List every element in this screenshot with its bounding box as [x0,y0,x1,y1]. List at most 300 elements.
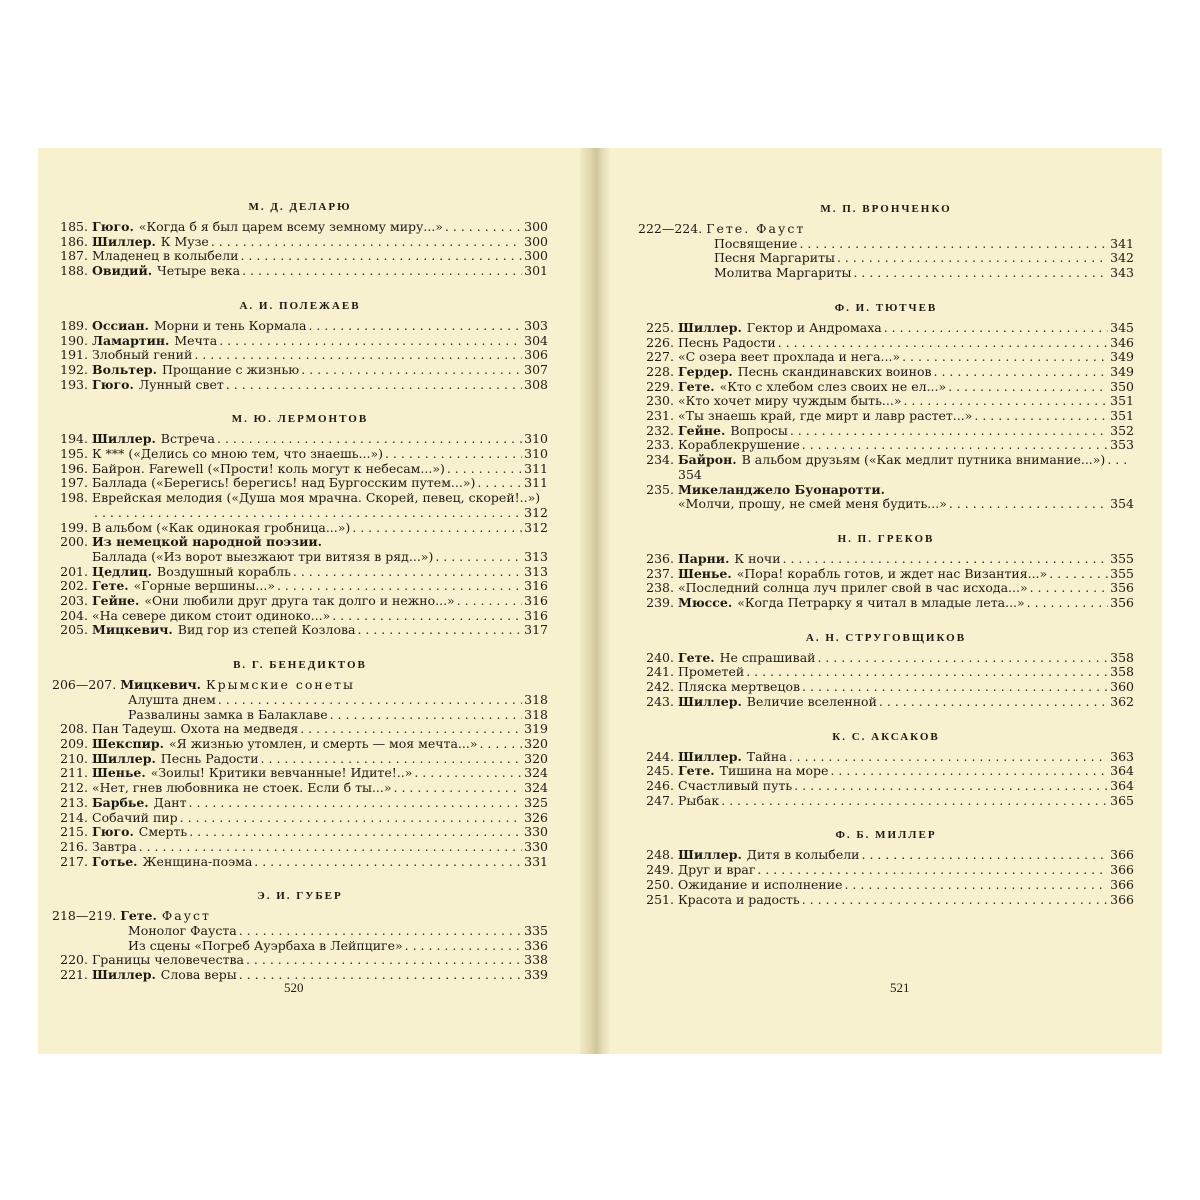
entry-body [92,249,548,264]
entry-page-number: 360 [1110,679,1134,695]
toc-entry-group [52,678,548,693]
entry-body [678,453,1134,482]
entry-title: Байрон. Farewell («Прости! коль могут к небесам...») [92,460,445,476]
entry-number: 199. [60,519,88,535]
entry-title: Алушта днем [128,691,216,707]
entry-number: 203. [60,593,88,609]
entry-page-number: 307 [524,361,548,377]
entry-page-number: 319 [524,721,548,737]
toc-entry [52,476,548,491]
entry-title: Гектор и Андромаха [746,319,882,335]
dot-leader [217,432,522,447]
entry-title: Морни и тень Кормала [153,317,307,333]
entry-body [92,462,548,477]
entry-title: Посвящение [714,235,798,251]
entry-number: 215. [60,824,88,840]
toc-subentry [638,237,1134,252]
entry-number: 193. [60,376,88,392]
entry-number: 189. [60,317,88,333]
book-gutter [580,148,610,1054]
entry-title: Слова веры [160,967,237,983]
entry-number: 206—207. [52,677,117,693]
dot-leader [830,764,1108,779]
dot-leader [352,521,522,536]
entry-body [92,348,548,363]
entry-number: 242. [646,679,674,695]
entry-body [92,609,548,624]
toc-entry [52,462,548,477]
entry-page-number: 362 [1110,693,1134,709]
entry-body [92,535,548,564]
toc-section [638,631,1134,710]
toc-subentry [52,708,548,723]
dot-leader [1049,567,1108,582]
dot-leader [219,334,522,349]
entry-author: Мюссе. [678,595,733,611]
entry-number: 216. [60,838,88,854]
entry-body [92,363,548,378]
entry-number: 209. [60,735,88,751]
entry-title: Баллада («Берегись! берегись! над Бургосским путем...») [92,475,476,491]
dot-leader [414,766,522,781]
toc-entry [638,779,1134,794]
entry-body [678,483,1134,512]
dot-leader [277,579,522,594]
entry-number: 247. [646,792,674,808]
entry-body [92,825,548,840]
section-author-heading: К. С. АКСАКОВ [832,730,940,743]
entry-number: 188. [60,263,88,279]
entry-author: Гюго. [92,824,134,840]
entry-title: Тишина на море [719,763,829,779]
entry-page-number: 366 [1110,891,1134,907]
toc-entry [638,424,1134,439]
dot-leader [457,594,522,609]
entry-author: Шиллер. [678,748,742,764]
dot-leader [385,447,522,462]
entry-number: 196. [60,460,88,476]
toc-section [52,658,548,869]
entry-page-number: 300 [524,219,548,234]
entry-title: «Они любили друг друга так долго и нежно...» [144,593,455,609]
entry-body [678,794,1134,809]
entry-number: 208. [60,721,88,737]
entry-page-number: 353 [1110,437,1134,453]
entry-page-number: 342 [1110,250,1134,266]
dot-leader [884,321,1108,336]
toc-entry [52,623,548,638]
entry-body [92,235,548,250]
entry-page-number: 316 [524,607,548,623]
toc-entry [638,394,1134,409]
entry-page-number: 324 [524,765,548,781]
entry-number: 246. [646,777,674,793]
entry-author: Ламартин. [92,332,170,348]
entry-body [714,237,1134,252]
entry-page-number: 313 [524,563,548,579]
entry-page-number: 300 [524,248,548,264]
entry-body [714,266,1134,281]
toc-entry [52,235,548,250]
entry-number: 220. [60,952,88,968]
entry-body [678,680,1134,695]
toc-entry [52,521,548,536]
entry-title: Красота и радость [678,891,800,907]
entry-body [120,909,548,924]
entry-title: Собачий пир [92,809,178,825]
dot-leader [261,752,523,767]
left-column [52,148,548,983]
entry-title: Монолог Фауста [128,923,237,939]
entry-body [678,863,1134,878]
dot-leader [479,737,522,752]
entry-title: Ожидание и исполнение [678,876,843,892]
toc-entry [52,811,548,826]
toc-entry [638,750,1134,765]
entry-author: Из немецкой народной поэзии. [92,534,323,550]
section-author-heading: М. Д. ДЕЛАРЮ [248,201,352,213]
toc-entry [638,380,1134,395]
section-author-heading: М. Ю. ЛЕРМОНТОВ [231,413,369,426]
entry-body [128,708,548,723]
dot-leader [790,424,1108,439]
entry-title: Развалины замка в Балаклаве [128,706,328,722]
dot-leader [1107,453,1132,468]
dot-leader [246,953,522,968]
entry-body [678,779,1134,794]
entry-page-number: 310 [524,446,548,462]
page-number: 521 [890,980,910,995]
entry-body [678,350,1134,365]
entry-title: Вопросы [730,422,788,438]
entry-title: «Зоилы! Критики вевчанные! Идите!..» [150,765,413,781]
entry-number: 227. [646,349,674,365]
entry-number: 243. [646,693,674,709]
entry-title: «С озера веет прохлада и нега...» [678,349,901,365]
entry-number: 194. [60,431,88,447]
toc-entry [52,594,548,609]
entry-author: Микеланджело Буонаротти. [678,481,886,497]
entry-page-number: 331 [524,853,548,869]
entry-author: Гете. [678,378,715,394]
entry-body [678,893,1134,908]
entry-number: 251. [646,891,674,907]
section-author-heading: Э. И. ГУБЕР [257,890,343,903]
toc-entry [638,665,1134,680]
toc-section [638,730,1134,809]
entry-author: Цедлиц. [92,563,153,579]
entry-title: «Я жизнью утомлен, и смерть — моя мечта...» [168,735,478,751]
entry-number: 210. [60,750,88,766]
entry-page-number: 358 [1110,649,1134,665]
toc-entry [638,365,1134,380]
entry-title: К ночи [734,550,781,566]
entry-body [678,750,1134,765]
entry-body [92,594,548,609]
dot-leader [862,848,1109,863]
entry-author: Гейне. [678,422,726,438]
entry-page-number: 325 [524,794,548,810]
entry-page-number: 308 [524,376,548,392]
entry-number: 238. [646,580,674,596]
entry-number: 229. [646,378,674,394]
entry-author: Мицкевич. [120,677,201,693]
entry-title: «Кто с хлебом слез своих не ел...» [719,378,947,394]
entry-author: Гете. [678,763,715,779]
entry-page-number: 339 [524,967,548,983]
toc-entry [52,855,548,870]
entry-title: Песнь скандинавских воинов [737,363,932,379]
dot-leader [789,750,1108,765]
toc-subentry [52,939,548,954]
entry-number: 248. [646,847,674,863]
entry-number: 222—224. [638,221,703,236]
entry-title: Песнь Радости [678,334,776,350]
entry-number: 205. [60,622,88,638]
dot-leader [783,552,1109,567]
dot-leader [802,680,1108,695]
entry-title: Фауст [161,908,211,924]
entry-author: Готье. [92,853,138,869]
entry-page-number: 326 [524,809,548,825]
entry-body [92,722,548,737]
toc-entry [52,249,548,264]
entry-number: 202. [60,578,88,594]
entry-author: Мицкевич. [92,622,173,638]
entry-author: Оссиан. [92,317,149,333]
dot-leader [1030,581,1109,596]
entry-title: Молитва Маргариты [714,265,852,281]
entry-page-number: 330 [524,838,548,854]
entry-title: В альбом друзьям («Как медлит путника внимание...») [741,452,1106,468]
entry-number: 192. [60,361,88,377]
dot-leader [239,924,522,939]
entry-body [678,695,1134,710]
entry-page-number: 310 [524,431,548,447]
entry-title: «Горные вершины...» [133,578,275,594]
dot-leader [405,939,522,954]
entry-page-number: 349 [1110,349,1134,365]
dot-leader [194,348,522,363]
entry-body [92,752,548,767]
dot-leader [837,251,1108,266]
dot-leader [853,266,1108,281]
toc-entry [52,752,548,767]
entry-page-number: 349 [1110,363,1134,379]
toc-entry [638,878,1134,893]
left-page [38,148,596,1054]
toc-entry [52,825,548,840]
entry-body [678,438,1134,453]
dot-leader [902,350,1108,365]
section-author-heading: Н. П. ГРЕКОВ [837,532,935,545]
toc-entry [638,680,1134,695]
dot-leader [180,811,523,826]
entry-number: 187. [60,248,88,264]
dot-leader [948,380,1108,395]
entry-body [678,552,1134,567]
entry-page-number: 311 [524,475,548,491]
entry-body [92,334,548,349]
dot-leader [817,651,1108,666]
entry-title: Дант [153,794,187,810]
section-author-heading: Ф. Б. МИЛЛЕР [835,829,937,842]
entry-title: Из сцены «Погреб Ауэрбаха в Лейпциге» [128,937,403,953]
entry-number: 197. [60,475,88,491]
toc-entry [638,848,1134,863]
entry-body [92,579,548,594]
entry-title: «На севере диком стоит одиноко...» [92,607,331,623]
toc-section [52,200,548,279]
entry-body [120,678,548,693]
entry-page-number: 364 [1110,763,1134,779]
entry-page-number: 316 [524,578,548,594]
entry-number: 230. [646,393,674,409]
entry-number: 214. [60,809,88,825]
toc-entry [638,794,1134,809]
entry-author: Шекспир. [92,735,164,751]
toc-entry [52,432,548,447]
entry-number: 237. [646,565,674,581]
dot-leader [94,506,522,521]
entry-page-number: 366 [1110,847,1134,863]
entry-body [128,693,548,708]
toc-section [52,299,548,393]
dot-leader [477,476,522,491]
entry-page-number: 345 [1110,319,1134,335]
entry-body [92,476,548,491]
toc-section [638,532,1134,611]
entry-page-number: 301 [524,263,548,279]
entry-page-number: 366 [1110,876,1134,892]
entry-author: Шиллер. [92,750,156,766]
dot-leader [394,781,523,796]
toc-entry [638,651,1134,666]
section-author-heading: Ф. И. ТЮТЧЕВ [834,301,938,314]
dot-leader [721,794,1108,809]
entry-number: 218—219. [52,908,117,924]
entry-number: 190. [60,332,88,348]
entry-page-number: 356 [1110,595,1134,611]
dot-leader [293,565,522,580]
entry-page-number: 366 [1110,862,1134,878]
entry-author: Гете. [678,649,715,665]
entry-title: Величие вселенной [746,693,877,709]
entry-body [678,848,1134,863]
toc-entry [638,483,1134,512]
entry-title: Лунный свет [138,376,224,392]
dot-leader [301,363,522,378]
dot-leader [139,840,522,855]
entry-title: «Когда Петрарку я читал в младые лета...» [737,595,1025,611]
entry-body [92,796,548,811]
dot-leader [844,878,1108,893]
entry-body [92,220,548,235]
entry-page-number: 355 [1110,550,1134,566]
entry-page-number: 312 [524,504,548,520]
entry-body [92,521,548,536]
dot-leader [746,665,1108,680]
entry-title: «Молчи, прошу, не смей меня будить...» [678,496,947,512]
dot-leader [435,550,522,565]
entry-number: 225. [646,319,674,335]
entry-number: 232. [646,422,674,438]
entry-author: Гете. [92,578,129,594]
dot-leader [300,722,522,737]
entry-number: 201. [60,563,88,579]
entry-title: Рыбак [678,792,720,808]
entry-body [706,222,1134,237]
dot-leader [308,319,522,334]
toc-entry [52,447,548,462]
entry-title: Пляска мертвецов [678,679,801,695]
entry-number: 235. [646,481,674,497]
entry-title: Гете. Фауст [706,221,806,236]
toc-entry [52,722,548,737]
toc-section [638,202,1134,281]
dot-leader [189,796,523,811]
toc-entry [52,737,548,752]
entry-body [92,319,548,334]
entry-title: Счастливый путь [678,777,793,793]
entry-title: Границы человечества [92,952,244,968]
section-author-heading: В. Г. БЕНЕДИКТОВ [233,659,367,672]
dot-leader [357,623,522,638]
toc-entry [638,453,1134,482]
entry-number: 198. [60,490,88,506]
entry-body [92,565,548,580]
entry-title: «Нет, гнев любовника не стоек. Если б ты...» [92,780,392,796]
toc-entry [52,781,548,796]
entry-page-number: 354 [1110,496,1134,512]
toc-section [52,412,548,638]
entry-page-number: 343 [1110,265,1134,281]
dot-leader [189,825,522,840]
right-column [638,148,1134,907]
entry-number: 217. [60,853,88,869]
entry-title: К *** («Делись со мною тем, что знаешь...») [92,446,383,462]
entry-title: Песнь Радости [160,750,259,766]
entry-body [92,855,548,870]
entry-number: 236. [646,550,674,566]
toc-entry [52,609,548,624]
entry-page-number: 303 [524,317,548,333]
entry-number: 245. [646,763,674,779]
toc-entry [638,438,1134,453]
dot-leader [332,609,522,624]
toc-entry [638,893,1134,908]
toc-entry [638,350,1134,365]
entry-title: Четыре века [157,263,241,279]
entry-title: Прометей [678,664,745,680]
toc-subentry [52,693,548,708]
entry-page-number: 355 [1110,565,1134,581]
entry-number: 233. [646,437,674,453]
entry-number: 185. [60,219,88,234]
entry-page-number: 352 [1110,422,1134,438]
entry-number: 212. [60,780,88,796]
dot-leader [757,863,1108,878]
entry-title: Младенец в колыбели [92,248,239,264]
entry-body [678,878,1134,893]
entry-author: Байрон. [678,452,737,468]
entry-number: 213. [60,794,88,810]
section-author-heading: А. Н. СТРУГОВЩИКОВ [805,631,967,644]
entry-author: Парни. [678,550,730,566]
dot-leader [242,264,522,279]
entry-page-number: 351 [1110,393,1134,409]
entry-page-number: 311 [524,460,548,476]
